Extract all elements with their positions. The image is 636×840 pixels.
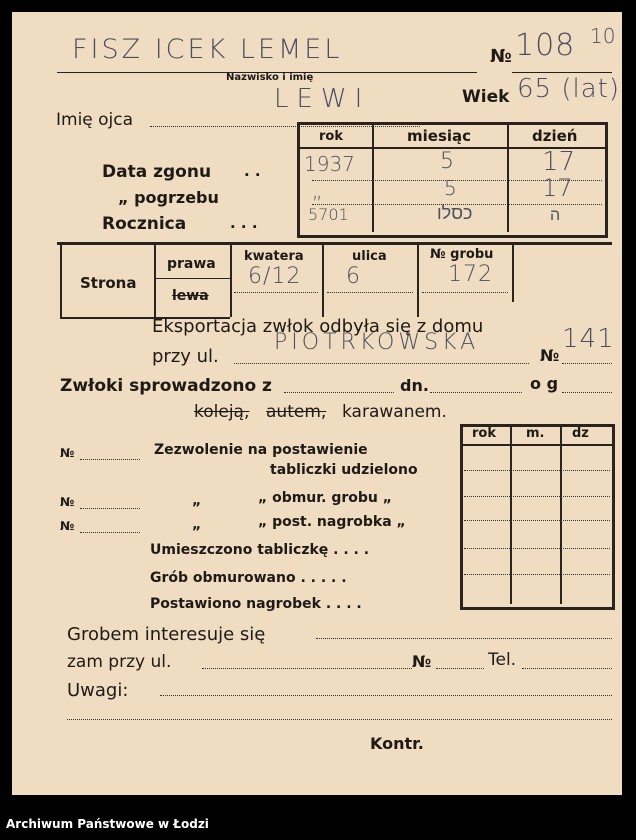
permits-col-year: rok [472,426,496,441]
residing-line [202,668,412,669]
death-day-handwritten: 17 [542,147,576,177]
col-year-header: rok [319,129,343,144]
burial-month-handwritten: 5 [444,176,460,200]
anniversary-day-handwritten: ה [550,205,564,224]
day-label: dn. [400,376,429,395]
grave-table-divider-quarter [230,242,232,317]
street-prefix: przy ul. [152,346,219,367]
side-label: Strona [80,274,137,292]
quarter-label: kwatera [244,249,304,264]
permits-table-header-line [460,444,615,446]
residing-label: zam przy ul. [67,652,172,672]
age-handwritten: 65 (lat) [517,74,620,104]
death-table-col-divider-2 [507,124,509,232]
interested-line [316,638,612,639]
permit1-number-label: № [60,446,75,460]
grave-table-divider-end [512,242,514,302]
burial-year-handwritten: „ [312,179,326,203]
permits-row-line-1 [464,470,610,471]
placed-plate-label: Umieszczono tabliczkę . . . . [150,542,370,558]
permits-col-month: m. [526,426,545,441]
left-side-label: lewa [172,288,209,304]
permits-row-line-5 [464,574,610,575]
permit3-ditto: „ [192,517,202,533]
permits-date-table [460,424,615,610]
tel-label: Tel. [488,650,517,670]
permit1-line2: tabliczki udzielono [270,462,418,478]
house-number-handwritten: 141 [562,324,615,354]
interested-label: Grobem interesuje się [67,624,266,645]
anniversary-label: Rocznica [102,214,187,234]
permits-row-line-2 [464,496,610,497]
permits-table-divider-1 [510,426,512,604]
permits-col-day: dz [572,426,589,441]
quarter-line [234,292,318,293]
side-split-line [154,278,230,279]
tel-line [522,668,612,669]
row-line [327,292,413,293]
hour-label: o g [530,374,559,393]
death-date-label: Data zgonu [102,162,212,182]
number-label: № [490,46,512,67]
row-handwritten: 6 [346,264,363,289]
burial-date-label: „ pogrzebu [118,188,219,207]
walled-grave-label: Grób obmurowano . . . . . [150,570,347,586]
row-label: ulica [352,249,387,264]
death-date-dots: . . [244,162,261,180]
notes-label: Uwagi: [67,680,129,701]
father-name-label: Imię ojca [56,110,134,130]
by-hearse-option: karawanem. [342,402,447,422]
grave-table-divider-side [154,242,156,317]
notes-line-2 [67,719,612,720]
name-caption: Nazwisko i imię [226,72,314,83]
grave-number-label: № grobu [430,247,494,262]
permit2-number-label: № [60,495,75,509]
anniversary-month-handwritten: כסלו [437,203,473,224]
grave-table-top-line [57,242,612,245]
permit2-text: „ obmur. grobu „ [258,490,392,506]
number-underline [512,72,612,73]
residing-number-line [436,668,484,669]
placed-tombstone-label: Postawiono nagrobek . . . . [150,596,362,612]
col-month-header: miesiąc [407,127,472,145]
permit1-line1: Zezwolenie na postawienie [154,442,368,458]
deceased-name-handwritten: FISZ ICEK LEMEL [72,34,343,65]
house-number-label: № [540,346,560,365]
permits-row-line-4 [464,548,610,549]
death-record-card [12,12,622,795]
permits-table-divider-2 [560,426,562,604]
export-line: Eksportacja zwłok odbyła się z domu [152,316,484,337]
day-line [430,392,522,393]
permit3-number-line [80,532,140,533]
permits-row-line-3 [464,520,610,521]
brought-from-line [284,392,394,393]
notes-line-1 [160,695,612,696]
right-side-label: prawa [167,256,216,272]
by-rail-option: koleją, [194,402,250,422]
permit1-number-line [80,459,140,460]
grave-table-left-border [60,242,62,317]
col-day-header: dzień [532,127,578,145]
brought-from-label: Zwłoki sprowadzono z [60,376,272,396]
permit3-text: „ post. nagrobka „ [258,514,406,530]
hour-line [562,392,612,393]
control-label: Kontr. [370,734,424,753]
grave-number-line [422,292,508,293]
residing-number-label: № [412,652,432,671]
grave-number-handwritten: 172 [448,262,493,287]
death-table-col-divider-1 [372,124,374,232]
age-label: Wiek [462,87,510,107]
record-number-handwritten: 108 [515,28,576,63]
street-handwritten: PIOTRKOWSKA [274,330,480,355]
permit2-number-line [80,508,140,509]
permit2-ditto: „ [192,493,202,509]
anniversary-dots: . . . [230,214,258,232]
quarter-handwritten: 6/12 [248,264,302,289]
father-name-handwritten: LEWI [274,84,371,114]
permit3-number-label: № [60,519,75,533]
grave-table-divider-grave [417,242,419,317]
street-line [234,363,529,364]
burial-day-handwritten: 17 [542,174,573,202]
grave-table-divider-row [322,242,324,317]
death-year-handwritten: 1937 [304,152,355,176]
record-number-superscript: 10 [590,24,616,48]
death-month-handwritten: 5 [440,149,457,174]
house-number-line [562,363,612,364]
anniversary-year-handwritten: 5701 [308,205,349,224]
archive-credit: Archiwum Państwowe w Łodzi [6,817,209,831]
by-car-option: autem, [266,402,327,422]
